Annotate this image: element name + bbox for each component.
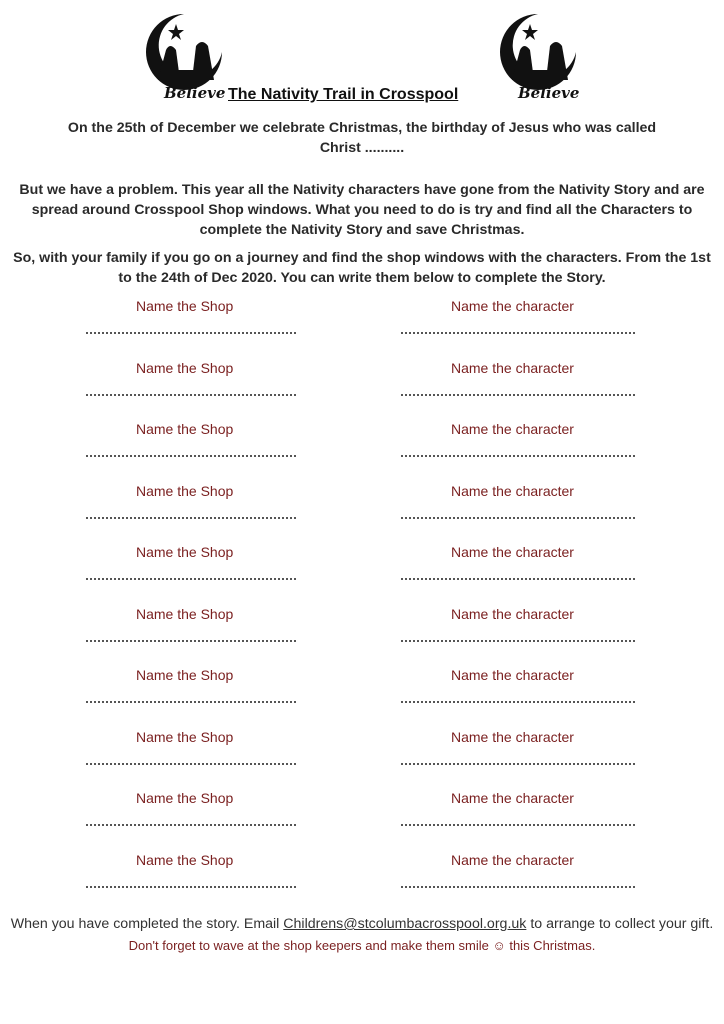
shop-label: Name the Shop: [136, 790, 234, 806]
form-row: [0, 481, 724, 543]
page-title: The Nativity Trail in Crosspool: [228, 86, 459, 103]
form-row: [0, 542, 724, 604]
nativity-scene-icon: [490, 10, 586, 90]
shop-label: Name the Shop: [136, 359, 234, 376]
form-row: [0, 604, 724, 666]
nativity-scene-icon: [136, 10, 232, 90]
shop-answer-line[interactable]: [86, 701, 296, 703]
character-answer-line[interactable]: [401, 578, 635, 580]
believe-logo-text: Believe: [164, 84, 226, 102]
intro-paragraph-3: So, with your family if you go on a journey and find the shop windows with the characters. From the 1st to the 24th of Dec 2020. You can write them below to complete the Story.: [13, 250, 711, 286]
nativity-logo-right: [490, 10, 586, 102]
answer-form: [0, 296, 724, 911]
shop-label: Name the Shop: [136, 851, 234, 868]
character-answer-line[interactable]: [401, 517, 635, 519]
form-row: [0, 850, 724, 912]
character-label: Name the character: [451, 421, 574, 437]
character-answer-line[interactable]: [401, 332, 635, 334]
shop-label: Name the Shop: [136, 421, 234, 437]
shop-answer-line[interactable]: [86, 640, 296, 642]
shop-answer-line[interactable]: [86, 394, 296, 396]
form-row: [0, 296, 724, 358]
character-answer-line[interactable]: [401, 701, 635, 703]
intro-line-1: On the 25th of December we celebrate Christmas, the birthday of Jesus who was called: [67, 120, 657, 136]
character-label: Name the character: [451, 851, 574, 868]
character-label: Name the character: [451, 359, 574, 376]
intro-paragraph-2: But we have a problem. This year all the Nativity characters have gone from the Nativity Story and are spread around Crosspool Shop windows. What you need to do is try and find all the Characters to complete the Nativity Story and save Christmas.: [19, 182, 705, 238]
footer-note: [0, 914, 724, 957]
shop-label: Name the Shop: [136, 605, 234, 622]
footer-text-1: When you have completed the story. Email: [10, 916, 280, 932]
character-answer-line[interactable]: [401, 394, 635, 396]
shop-answer-line[interactable]: [86, 455, 296, 457]
shop-answer-line[interactable]: [86, 517, 296, 519]
form-row: [0, 358, 724, 420]
character-answer-line[interactable]: [401, 640, 635, 642]
shop-label: Name the Shop: [136, 544, 234, 560]
shop-answer-line[interactable]: [86, 763, 296, 765]
character-answer-line[interactable]: [401, 886, 635, 888]
shop-answer-line[interactable]: [86, 824, 296, 826]
shop-label: Name the Shop: [136, 667, 234, 683]
character-label: Name the character: [451, 728, 574, 745]
shop-label: Name the Shop: [136, 728, 234, 745]
form-row: [0, 727, 724, 789]
email-link[interactable]: Childrens@stcolumbacrosspool.org.uk: [283, 916, 527, 932]
footer-text-3: Don't forget to wave at the shop keepers and make them smile ☺ this Christmas.: [128, 938, 596, 953]
character-label: Name the character: [451, 482, 574, 499]
character-label: Name the character: [451, 667, 574, 683]
character-label: Name the character: [451, 544, 574, 560]
nativity-logo-left: [136, 10, 232, 102]
character-answer-line[interactable]: [401, 455, 635, 457]
character-answer-line[interactable]: [401, 763, 635, 765]
intro-paragraph-1: [8, 118, 716, 158]
shop-label: Name the Shop: [136, 298, 234, 314]
shop-answer-line[interactable]: [86, 578, 296, 580]
character-label: Name the character: [451, 605, 574, 622]
form-row: [0, 788, 724, 850]
form-row: [0, 665, 724, 727]
shop-answer-line[interactable]: [86, 886, 296, 888]
character-label: Name the character: [451, 790, 574, 806]
footer-text-2: to arrange to collect your gift.: [530, 916, 714, 932]
character-label: Name the character: [451, 298, 574, 314]
intro-line-2: Christ ..........: [319, 140, 405, 156]
believe-logo-text: Believe: [518, 84, 580, 102]
shop-label: Name the Shop: [136, 482, 234, 499]
character-answer-line[interactable]: [401, 824, 635, 826]
form-row: [0, 419, 724, 481]
shop-answer-line[interactable]: [86, 332, 296, 334]
